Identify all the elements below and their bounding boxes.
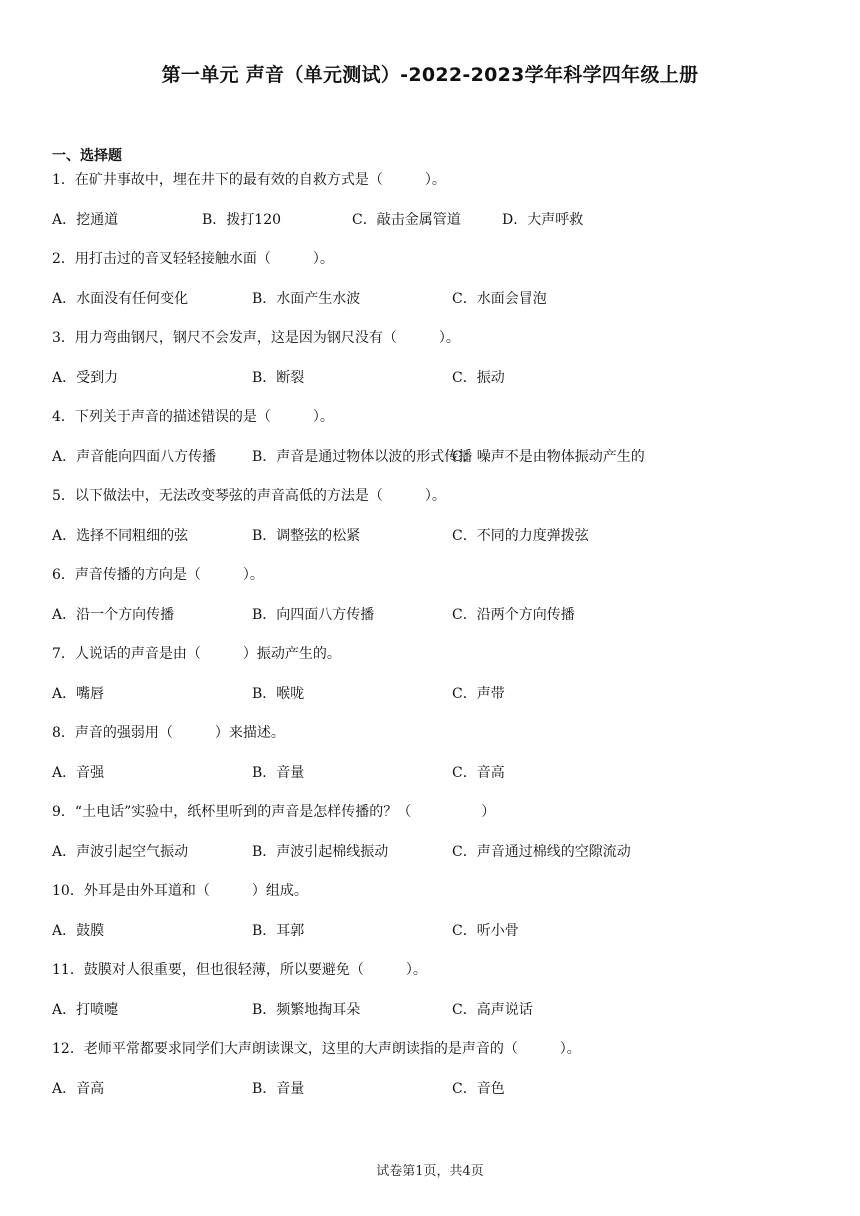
question-stem: 1．在矿井事故中，埋在井下的最有效的自救方式是（ ）。: [52, 172, 446, 188]
answer-option: B．断裂: [252, 370, 305, 386]
page-footer: 试卷第1页，共4页: [376, 1164, 484, 1179]
question-item: [52, 328, 832, 407]
answer-option: A．选择不同粗细的弦: [52, 528, 189, 544]
answer-option: C．水面会冒泡: [452, 291, 547, 307]
answer-option: B．声音是通过物体以波的形式传播: [252, 449, 473, 465]
option-row: [52, 368, 832, 388]
question-stem: 8．声音的强弱用（ ）来描述。: [52, 725, 285, 741]
answer-option: A．沿一个方向传播: [52, 607, 175, 623]
answer-option: C．音高: [452, 765, 505, 781]
option-row: [52, 210, 832, 230]
answer-option: B．向四面八方传播: [252, 607, 375, 623]
question-item: [52, 565, 832, 644]
answer-option: A．受到力: [52, 370, 119, 386]
question-item: [52, 644, 832, 723]
question-item: [52, 170, 832, 249]
answer-option: B．喉咙: [252, 686, 305, 702]
question-stem: 9．“土电话”实验中，纸杯里听到的声音是怎样传播的？（ ）: [52, 804, 496, 820]
question-item: [52, 249, 832, 328]
question-item: [52, 802, 832, 881]
question-item: [52, 1039, 832, 1118]
question-item: [52, 407, 832, 486]
answer-option: C．沿两个方向传播: [452, 607, 575, 623]
answer-option: A．鼓膜: [52, 923, 105, 939]
answer-option: C．不同的力度弹拨弦: [452, 528, 589, 544]
answer-option: C．高声说话: [452, 1002, 533, 1018]
question-stem: 11．鼓膜对人很重要，但也很轻薄，所以要避免（ ）。: [52, 962, 427, 978]
question-stem: 4．下列关于声音的描述错误的是（ ）。: [52, 409, 334, 425]
answer-option: C．音色: [452, 1081, 505, 1097]
answer-option: C．振动: [452, 370, 505, 386]
question-stem: 12．老师平常都要求同学们大声朗读课文，这里的大声朗读指的是声音的（ ）。: [52, 1041, 581, 1057]
question-stem: 2．用打击过的音叉轻轻接触水面（ ）。: [52, 251, 334, 267]
answer-option: C．声带: [452, 686, 505, 702]
page-title: 第一单元 声音（单元测试）-2022-2023学年科学四年级上册: [161, 64, 699, 86]
question-stem: 7．人说话的声音是由（ ）振动产生的。: [52, 646, 341, 662]
answer-option: B．耳郭: [252, 923, 305, 939]
answer-option: B．调整弦的松紧: [252, 528, 361, 544]
question-stem: 5．以下做法中，无法改变琴弦的声音高低的方法是（ ）。: [52, 488, 446, 504]
answer-option: A．声音能向四面八方传播: [52, 449, 217, 465]
option-row: [52, 447, 832, 467]
question-item: [52, 723, 832, 802]
answer-option: A．嘴唇: [52, 686, 105, 702]
option-row: [52, 526, 832, 546]
question-item: [52, 960, 832, 1039]
question-stem: 3．用力弯曲钢尺，钢尺不会发声，这是因为钢尺没有（ ）。: [52, 330, 460, 346]
question-stem: 6．声音传播的方向是（ ）。: [52, 567, 264, 583]
answer-option: A．声波引起空气振动: [52, 844, 189, 860]
answer-option: C．敲击金属管道: [352, 212, 461, 228]
question-stem: 10．外耳是由外耳道和（ ）组成。: [52, 883, 308, 899]
answer-option: B．音量: [252, 765, 305, 781]
answer-option: B．水面产生水波: [252, 291, 361, 307]
answer-option: C．声音通过棉线的空隙流动: [452, 844, 631, 860]
answer-option: B．音量: [252, 1081, 305, 1097]
answer-option: C．噪声不是由物体振动产生的: [452, 449, 645, 465]
option-row: [52, 605, 832, 625]
answer-option: A．音高: [52, 1081, 105, 1097]
answer-option: B．声波引起棉线振动: [252, 844, 389, 860]
answer-option: A．打喷嚏: [52, 1002, 119, 1018]
answer-option: A．挖通道: [52, 212, 119, 228]
option-row: [52, 1079, 832, 1099]
question-item: [52, 486, 832, 565]
option-row: [52, 684, 832, 704]
answer-option: A．水面没有任何变化: [52, 291, 189, 307]
question-item: [52, 881, 832, 960]
answer-option: B．频繁地掏耳朵: [252, 1002, 361, 1018]
option-row: [52, 289, 832, 309]
option-row: [52, 1000, 832, 1020]
option-row: [52, 763, 832, 783]
answer-option: B．拨打120: [202, 212, 282, 228]
question-list: [52, 170, 832, 1118]
answer-option: D．大声呼救: [502, 212, 584, 228]
section-heading: 一、选择题: [52, 148, 122, 164]
option-row: [52, 921, 832, 941]
answer-option: A．音强: [52, 765, 105, 781]
option-row: [52, 842, 832, 862]
answer-option: C．听小骨: [452, 923, 519, 939]
